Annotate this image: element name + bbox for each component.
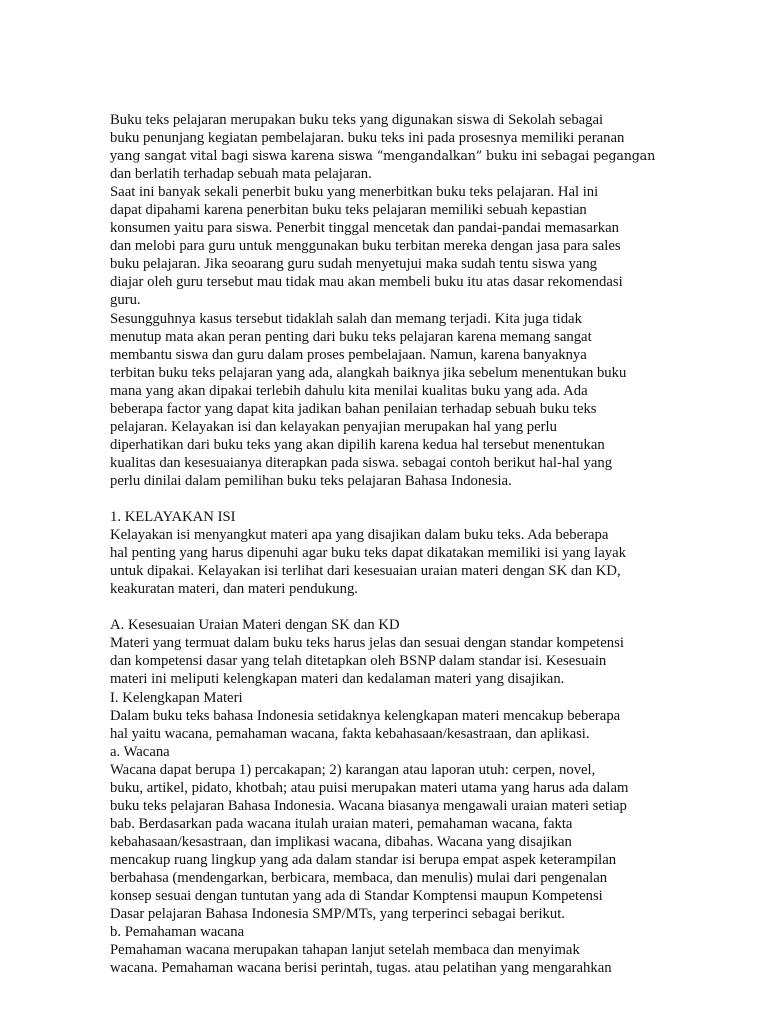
- text-line: terbitan buku teks pelajaran yang ada, alangkah baiknya jika sebelum menentukan buku: [110, 364, 627, 381]
- text-line: beberapa factor yang dapat kita jadikan bahan penilaian terhadap sebuah buku teks: [110, 400, 597, 417]
- paragraph-wacana: [110, 761, 658, 923]
- paragraph-intro: [110, 111, 658, 183]
- text-line: hal penting yang harus dipenuhi agar buku teks dapat dikatakan memiliki isi yang layak: [110, 545, 626, 562]
- text-line: Kelayakan isi menyangkut materi apa yang disajikan dalam buku teks. Ada beberapa: [110, 527, 609, 544]
- blank-line: [110, 598, 658, 616]
- blank-line: [110, 490, 658, 508]
- text-line: Wacana dapat berupa 1) percakapan; 2) karangan atau laporan utuh: cerpen, novel,: [110, 761, 596, 778]
- text-line: pelajaran. Kelayakan isi dan kelayakan penyajian merupakan hal yang perlu: [110, 418, 557, 435]
- text-line: membantu siswa dan guru dalam proses pembelajaan. Namun, karena banyaknya: [110, 346, 587, 363]
- text-line: wacana. Pemahaman wacana berisi perintah, tugas. atau pelatihan yang mengarahkan: [110, 960, 612, 977]
- text-line: bab. Berdasarkan pada wacana itulah uraian materi, pemahaman wacana, fakta: [110, 815, 573, 832]
- text-line: konsep sesuai dengan tuntutan yang ada di Standar Komptensi maupun Kompetensi: [110, 888, 603, 905]
- subsection-heading-kesesuaian: A. Kesesuaian Uraian Materi dengan SK dan KD: [110, 617, 400, 634]
- text-line: Materi yang termuat dalam buku teks harus jelas dan sesuai dengan standar kompetensi: [110, 635, 624, 652]
- text-line: diajar oleh guru tersebut mau tidak mau akan membeli buku itu atas dasar rekomendasi: [110, 274, 623, 291]
- paragraph-case: [110, 310, 658, 490]
- document-body: [110, 111, 658, 977]
- text-line: berbahasa (mendengarkan, berbicara, membaca, dan menulis) mulai dari pengenalan: [110, 869, 608, 886]
- text-line: perlu dinilai dalam pemilihan buku teks pelajaran Bahasa Indonesia.: [110, 472, 512, 489]
- text-line: Pemahaman wacana merupakan tahapan lanjut setelah membaca dan menyimak: [110, 942, 580, 959]
- paragraph-publishers: [110, 183, 658, 309]
- text-line: keakuratan materi, dan materi pendukung.: [110, 581, 358, 598]
- text-line: Dasar pelajaran Bahasa Indonesia SMP/MTs, yang terperinci sebagai berikut.: [110, 906, 565, 923]
- text-line: untuk dipakai. Kelayakan isi terlihat dari kesesuaian uraian materi dengan SK dan KD,: [110, 563, 621, 580]
- text-line: buku penunjang kegiatan pembelajaran. buku teks ini pada prosesnya memiliki peranan: [110, 130, 625, 147]
- text-line: guru.: [110, 292, 141, 309]
- text-line: Buku teks pelajaran merupakan buku teks yang digunakan siswa di Sekolah sebagai: [110, 112, 604, 128]
- text-line: mana yang akan dipakai terlebih dahulu kita menilai kualitas buku yang ada. Ada: [110, 382, 588, 399]
- text-line: diperhatikan dari buku teks yang akan dipilih karena kedua hal tersebut menentukan: [110, 436, 605, 453]
- text-line: kebahasaan/kesastraan, dan implikasi wacana, dibahas. Wacana yang disajikan: [110, 833, 572, 850]
- text-line: Saat ini banyak sekali penerbit buku yang menerbitkan buku teks pelajaran. Hal ini: [110, 184, 599, 201]
- text-line: kualitas dan kesesuaianya diterapkan pada siswa. sebagai contoh berikut hal-hal yang: [110, 454, 613, 471]
- subsection-heading-kelengkapan: I. Kelengkapan Materi: [110, 689, 243, 706]
- text-line: buku teks pelajaran Bahasa Indonesia. Wacana biasanya mengawali uraian materi setiap: [110, 797, 627, 814]
- text-line: Dalam buku teks bahasa Indonesia setidaknya kelengkapan materi mencakup beberapa: [110, 707, 621, 724]
- text-line: dapat dipahami karena penerbitan buku teks pelajaran memiliki sebuah kepastian: [110, 202, 587, 219]
- text-line: Sesungguhnya kasus tersebut tidaklah salah dan memang terjadi. Kita juga tidak: [110, 310, 582, 327]
- paragraph-pemahaman: [110, 941, 658, 977]
- paragraph-kesesuaian: [110, 634, 658, 688]
- section-heading-kelayakan-isi: 1. KELAYAKAN ISI: [110, 509, 236, 526]
- paragraph-kelayakan: [110, 526, 658, 598]
- text-line: konsumen yaitu para siswa. Penerbit tinggal mencetak dan pandai-pandai memasarkan: [110, 220, 619, 237]
- text-line: dan berlatih terhadap sebuah mata pelajaran.: [110, 166, 372, 183]
- text-line: dan kompetensi dasar yang telah ditetapkan oleh BSNP dalam standar isi. Kesesuain: [110, 653, 607, 670]
- text-line: buku pelajaran. Jika seoarang guru sudah menyetujui maka sudah tentu siswa yang: [110, 256, 598, 273]
- item-heading-wacana: a. Wacana: [110, 743, 170, 760]
- item-heading-pemahaman-wacana: b. Pemahaman wacana: [110, 924, 245, 941]
- text-line: materi ini meliputi kelengkapan materi dan kedalaman materi yang disajikan.: [110, 671, 565, 688]
- paragraph-kelengkapan: [110, 707, 658, 743]
- text-line: buku, artikel, pidato, khotbah; atau puisi merupakan materi utama yang harus ada dalam: [110, 779, 629, 796]
- text-line: hal yaitu wacana, pemahaman wacana, fakta kebahasaan/kesastraan, dan aplikasi.: [110, 725, 590, 742]
- text-line: yang sangat vital bagi siswa karena siswa “mengandalkan” buku ini sebagai pegangan: [110, 148, 656, 164]
- text-line: menutup mata akan peran penting dari buku teks pelajaran karena memang sangat: [110, 328, 592, 345]
- text-line: mencakup ruang lingkup yang ada dalam standar isi berupa empat aspek keterampilan: [110, 851, 617, 868]
- text-line: dan melobi para guru untuk menggunakan buku terbitan mereka dengan jasa para sales: [110, 238, 621, 255]
